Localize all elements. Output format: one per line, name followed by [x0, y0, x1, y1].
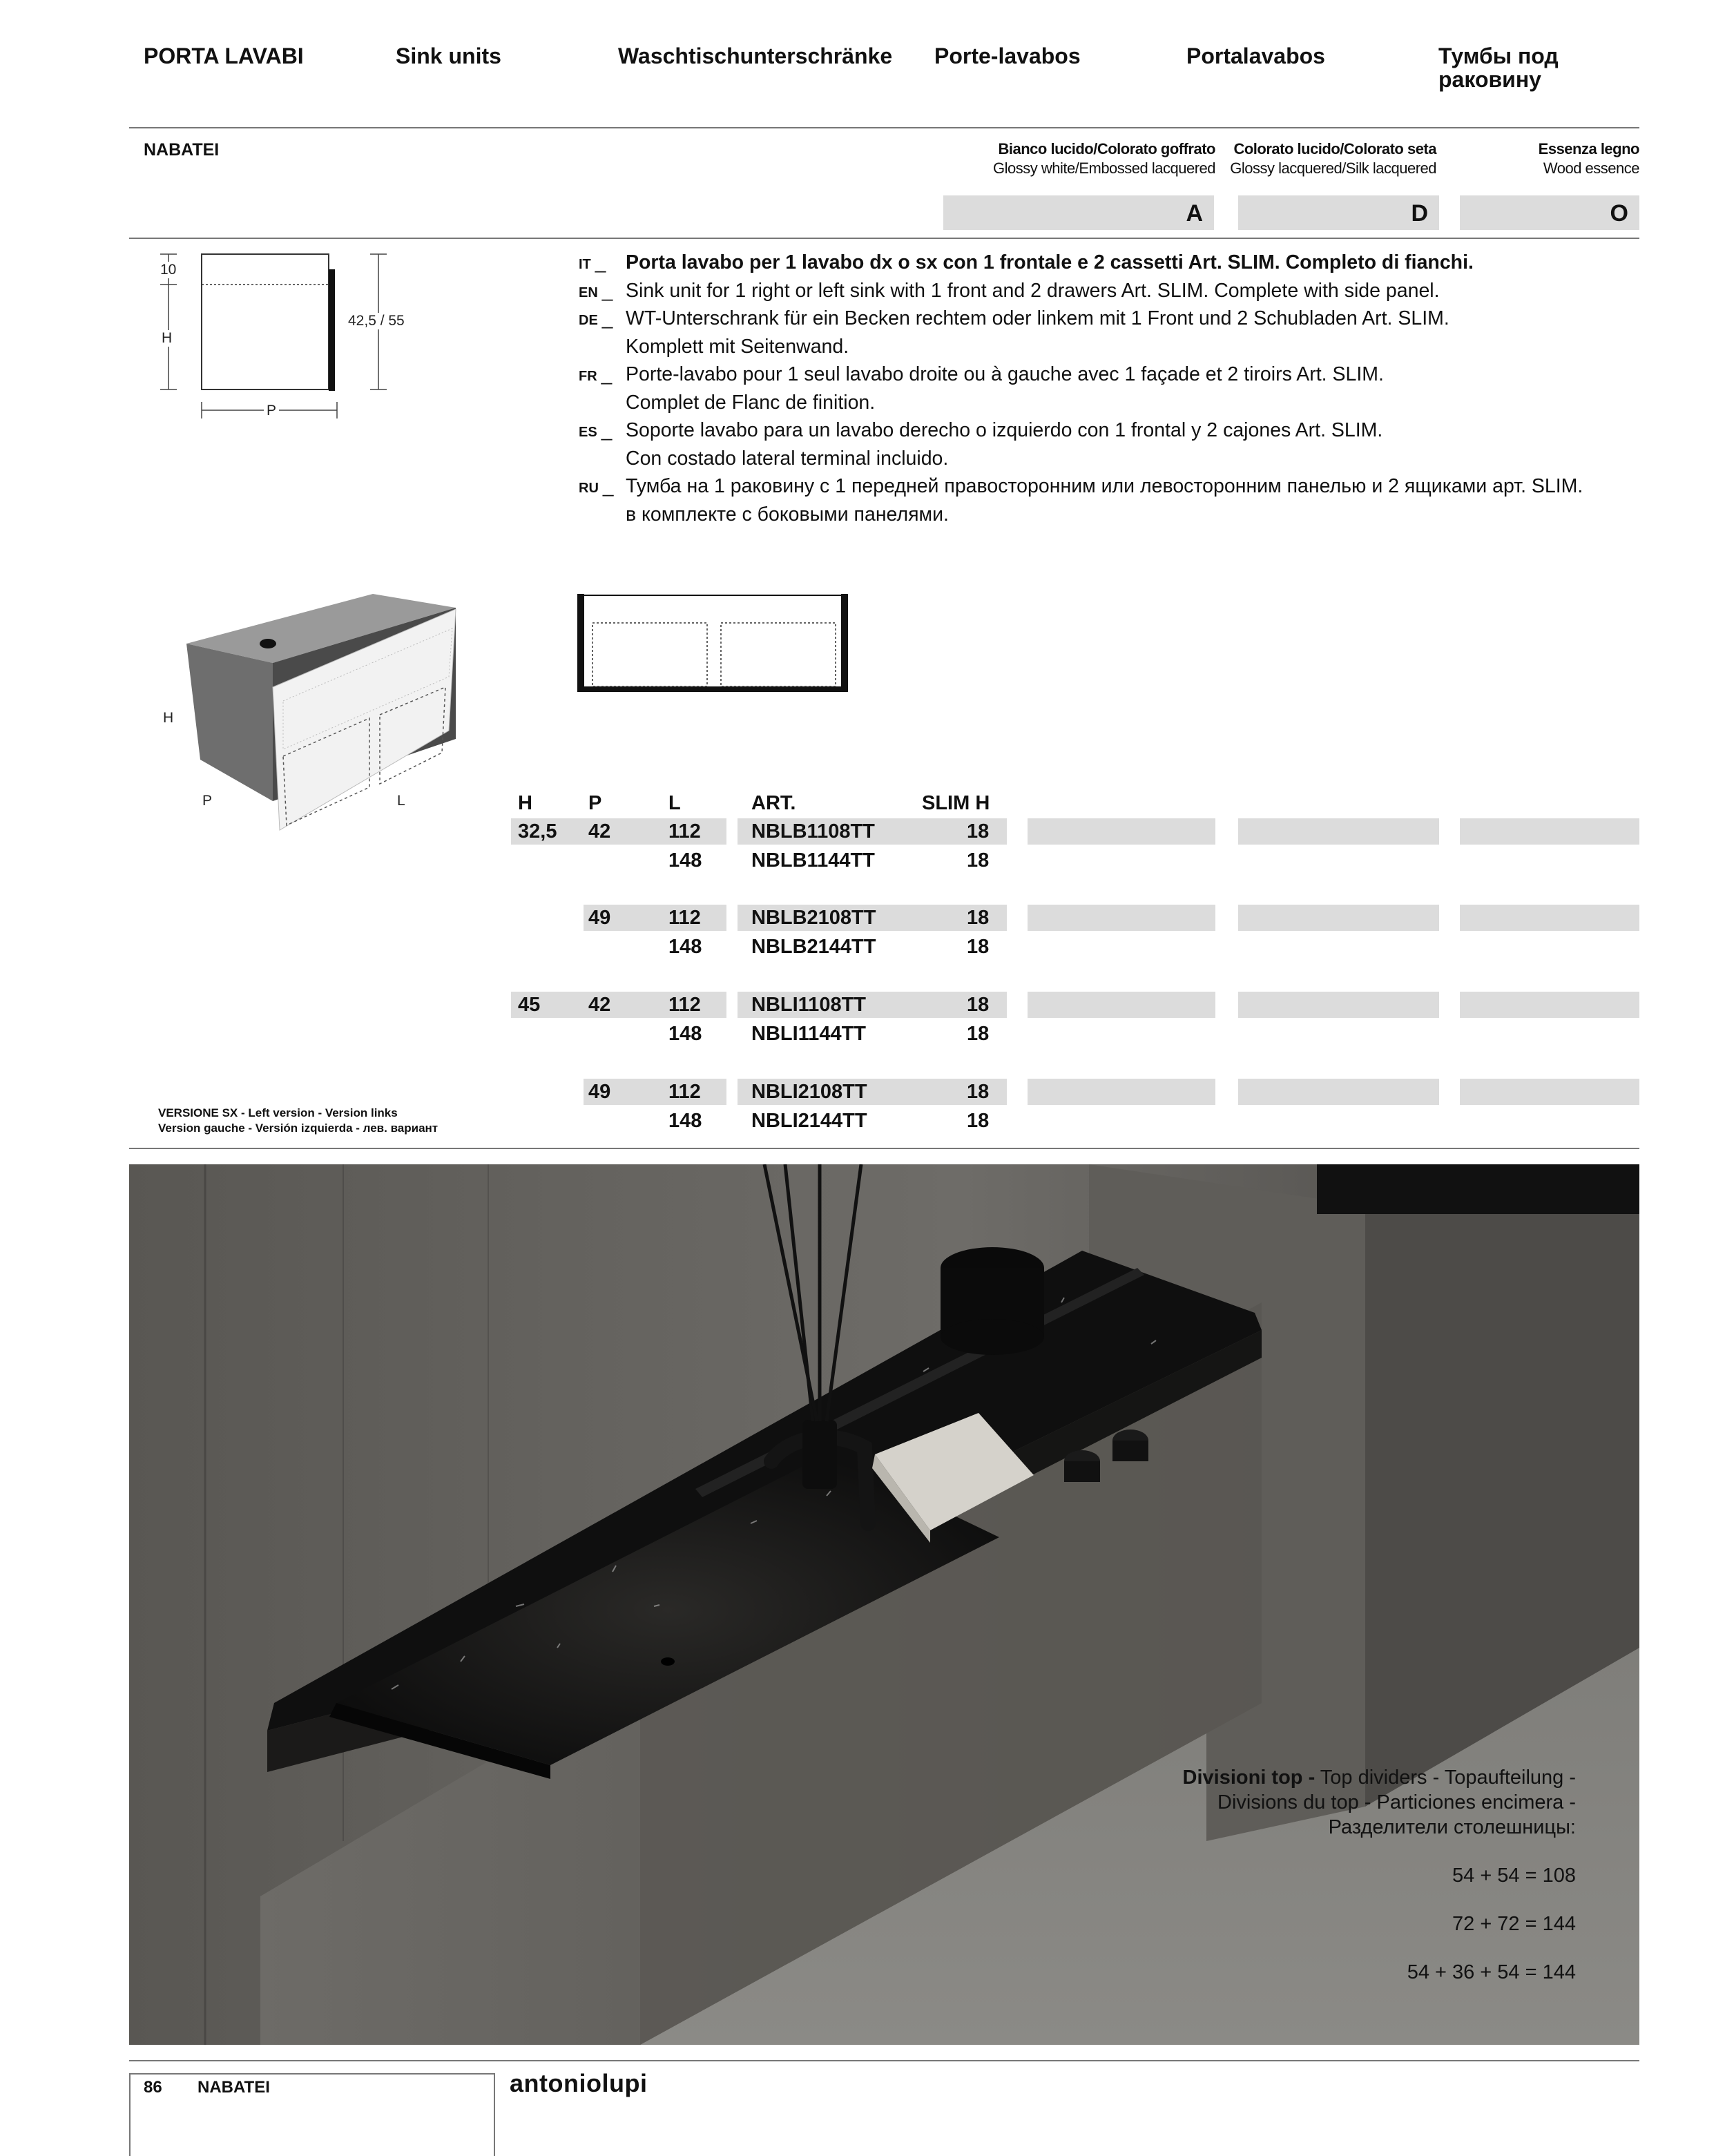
iso-p-label: P — [202, 793, 213, 809]
table-cell-slim: 18 — [967, 1081, 990, 1103]
table-cell-slim: 18 — [967, 1110, 990, 1132]
header-title-ru: Тумбы под раковину — [1438, 44, 1559, 92]
table-cell-art: NBLI1144TT — [751, 1023, 866, 1045]
finish-o-subtitle: Wood essence — [1543, 160, 1639, 177]
description-es: ES _ Soporte lavabo para un lavabo derecho o izquierdo con 1 frontal y 2 cajones Art. SLIM. Con costado lateral terminal incluido. — [579, 416, 1656, 472]
table-row-shade — [1238, 1079, 1439, 1105]
table-row-shade — [1238, 992, 1439, 1018]
caption-eq1: 54 + 54 = 108 — [1452, 1865, 1576, 1887]
table-cell-p: 42 — [588, 994, 611, 1016]
table-cell-slim: 18 — [967, 820, 990, 843]
table-row-shade — [1028, 992, 1215, 1018]
finish-d-subtitle: Glossy lacquered/Silk lacquered — [1230, 160, 1436, 177]
description-line: в комплекте с боковыми панелями. — [626, 503, 949, 526]
table-cell-p: 42 — [588, 820, 611, 843]
caption-eq2: 72 + 72 = 144 — [1452, 1913, 1576, 1935]
table-cell-l: 112 — [668, 907, 701, 929]
table-cell-p: 49 — [588, 907, 611, 929]
caption-text: Top dividers - Topaufteilung - Divisions du top - Particiones encimera - Разделители столешницы: — [1217, 1767, 1576, 1838]
header-title-en: Sink units — [396, 44, 501, 68]
table-cell-h: 45 — [518, 994, 541, 1016]
finish-a-title: Bianco lucido/Colorato goffrato — [998, 140, 1215, 157]
page-number: 86 — [144, 2078, 162, 2097]
header-title-de: Waschtischunterschränke — [618, 44, 893, 68]
table-row-shade — [1028, 905, 1215, 931]
table-header-art: ART. — [751, 792, 796, 814]
table-cell-art: NBLI2144TT — [751, 1110, 867, 1132]
table-cell-slim: 18 — [967, 1023, 990, 1045]
description-line: Soporte lavabo para un lavabo derecho o izquierdo con 1 frontal y 2 cajones Art. SLIM. — [626, 419, 1383, 441]
description-line: WT-Unterschrank für ein Becken rechtem oder linkem mit 1 Front und 2 Schubladen Art. SLIM. — [626, 307, 1449, 329]
table-cell-p: 49 — [588, 1081, 611, 1103]
divider — [129, 1148, 1639, 1149]
brand-logo: antoniolupi — [510, 2069, 648, 2097]
description-line: Komplett mit Seitenwand. — [626, 335, 849, 358]
table-cell-slim: 18 — [967, 907, 990, 929]
description-de: DE _ WT-Unterschrank für ein Becken rechtem oder linkem mit 1 Front und 2 Schubladen Art. SLIM. Komplett mit Seitenwand. — [579, 305, 1656, 360]
table-cell-art: NBLB2144TT — [751, 936, 876, 958]
description-line: Porta lavabo per 1 lavabo dx o sx con 1 frontale e 2 cassetti Art. SLIM. Completo di fianchi. — [626, 251, 1474, 273]
table-cell-slim: 18 — [967, 994, 990, 1016]
table-row-shade — [1460, 1079, 1639, 1105]
table-cell-l: 112 — [668, 820, 701, 843]
table-row-shade — [1460, 992, 1639, 1018]
isometric-cabinet-drawing — [152, 580, 483, 843]
dim-h-label: H — [162, 330, 173, 346]
table-cell-art: NBLI1108TT — [751, 994, 866, 1016]
table-row-shade — [1028, 1079, 1215, 1105]
table-cell-l: 148 — [668, 1023, 702, 1045]
table-header-l: L — [668, 792, 681, 814]
caption-bold: Divisioni top - — [1182, 1767, 1316, 1789]
lang-code: IT — [579, 257, 591, 272]
footer-box — [129, 2073, 495, 2156]
description-fr: FR _ Porte-lavabo pour 1 seul lavabo droite ou à gauche avec 1 façade et 2 tiroirs Art. SLIM. Complet de Flanc de finition. — [579, 360, 1656, 416]
dim-side-label: 42,5 / 55 — [348, 313, 405, 329]
table-row-shade — [1460, 818, 1639, 845]
table-row-shade — [1028, 818, 1215, 845]
divider — [129, 2060, 1639, 2061]
lang-code: FR — [579, 369, 597, 384]
version-note-line: Version gauche - Versión izquierda - лев. вариант — [158, 1122, 439, 1135]
table-cell-l: 112 — [668, 1081, 701, 1103]
dim-p-label: P — [264, 403, 279, 419]
description-line: Sink unit for 1 right or left sink with 1 front and 2 drawers Art. SLIM. Complete with side panel. — [626, 279, 1440, 302]
description-en: EN _ Sink unit for 1 right or left sink with 1 front and 2 drawers Art. SLIM. Complete with side panel. — [579, 277, 1656, 305]
description-line: Con costado lateral terminal incluido. — [626, 447, 949, 470]
table-header-h: H — [518, 792, 532, 814]
product-photo — [129, 1164, 1639, 2045]
lang-code: DE — [579, 313, 598, 328]
description-line: Porte-lavabo pour 1 seul lavabo droite ou à gauche avec 1 façade et 2 tiroirs Art. SLIM. — [626, 363, 1384, 385]
table-cell-h: 32,5 — [518, 820, 557, 843]
divider — [129, 238, 1639, 239]
table-cell-l: 148 — [668, 936, 702, 958]
description-ru: RU _ Тумба на 1 раковину с 1 передней правосторонним или левосторонним панелью и 2 ящиками арт. SLIM. в комплекте с боковыми панелями. — [579, 472, 1656, 528]
lang-code: EN — [579, 285, 598, 300]
table-row-shade — [1238, 905, 1439, 931]
table-cell-slim: 18 — [967, 849, 990, 872]
table-cell-art: NBLB1144TT — [751, 849, 875, 872]
finish-d-code: D — [1238, 195, 1439, 230]
description — [579, 249, 1656, 528]
divider — [129, 127, 1639, 128]
finish-a-subtitle: Glossy white/Embossed lacquered — [993, 160, 1215, 177]
side-view-drawing — [152, 249, 428, 428]
finish-o-code: O — [1460, 195, 1639, 230]
finish-a-code: A — [943, 195, 1214, 230]
table-cell-l: 148 — [668, 849, 702, 872]
table-row-shade — [1460, 905, 1639, 931]
finish-o-title: Essenza legno — [1538, 140, 1639, 157]
lang-code: ES — [579, 425, 597, 440]
dividers-caption — [1153, 1765, 1576, 1985]
version-note-line: VERSIONE SX - Left version - Version links — [158, 1106, 398, 1119]
iso-h-label: H — [163, 710, 174, 726]
caption-eq3: 54 + 36 + 54 = 144 — [1407, 1961, 1576, 1983]
header-title-es: Portalavabos — [1186, 44, 1325, 68]
header-title-fr: Porte-lavabos — [934, 44, 1081, 68]
table-cell-art: NBLB1108TT — [751, 820, 875, 843]
lang-code: RU — [579, 481, 599, 496]
description-line: Complet de Flanc de finition. — [626, 391, 876, 414]
table-header-p: P — [588, 792, 602, 814]
iso-l-label: L — [397, 793, 405, 809]
dim-top-label: 10 — [160, 262, 177, 278]
table-cell-l: 148 — [668, 1110, 702, 1132]
table-cell-art: NBLI2108TT — [751, 1081, 867, 1103]
header-title-it: PORTA LAVABI — [144, 44, 304, 68]
footer-product-name: NABATEI — [197, 2078, 270, 2097]
product-name: NABATEI — [144, 140, 220, 160]
version-note — [158, 1106, 438, 1136]
table-cell-l: 112 — [668, 994, 701, 1016]
table-header-slim: SLIM H — [922, 792, 990, 814]
front-view-drawing — [577, 593, 854, 696]
finish-d-title: Colorato lucido/Colorato seta — [1233, 140, 1436, 157]
table-row-shade — [1238, 818, 1439, 845]
table-cell-slim: 18 — [967, 936, 990, 958]
description-line: Тумба на 1 раковину с 1 передней правосторонним или левосторонним панелью и 2 ящиками арт. SLIM. — [626, 475, 1583, 497]
table-cell-art: NBLB2108TT — [751, 907, 876, 929]
description-it: IT _ Porta lavabo per 1 lavabo dx o sx con 1 frontale e 2 cassetti Art. SLIM. Completo di fianchi. — [579, 249, 1656, 277]
